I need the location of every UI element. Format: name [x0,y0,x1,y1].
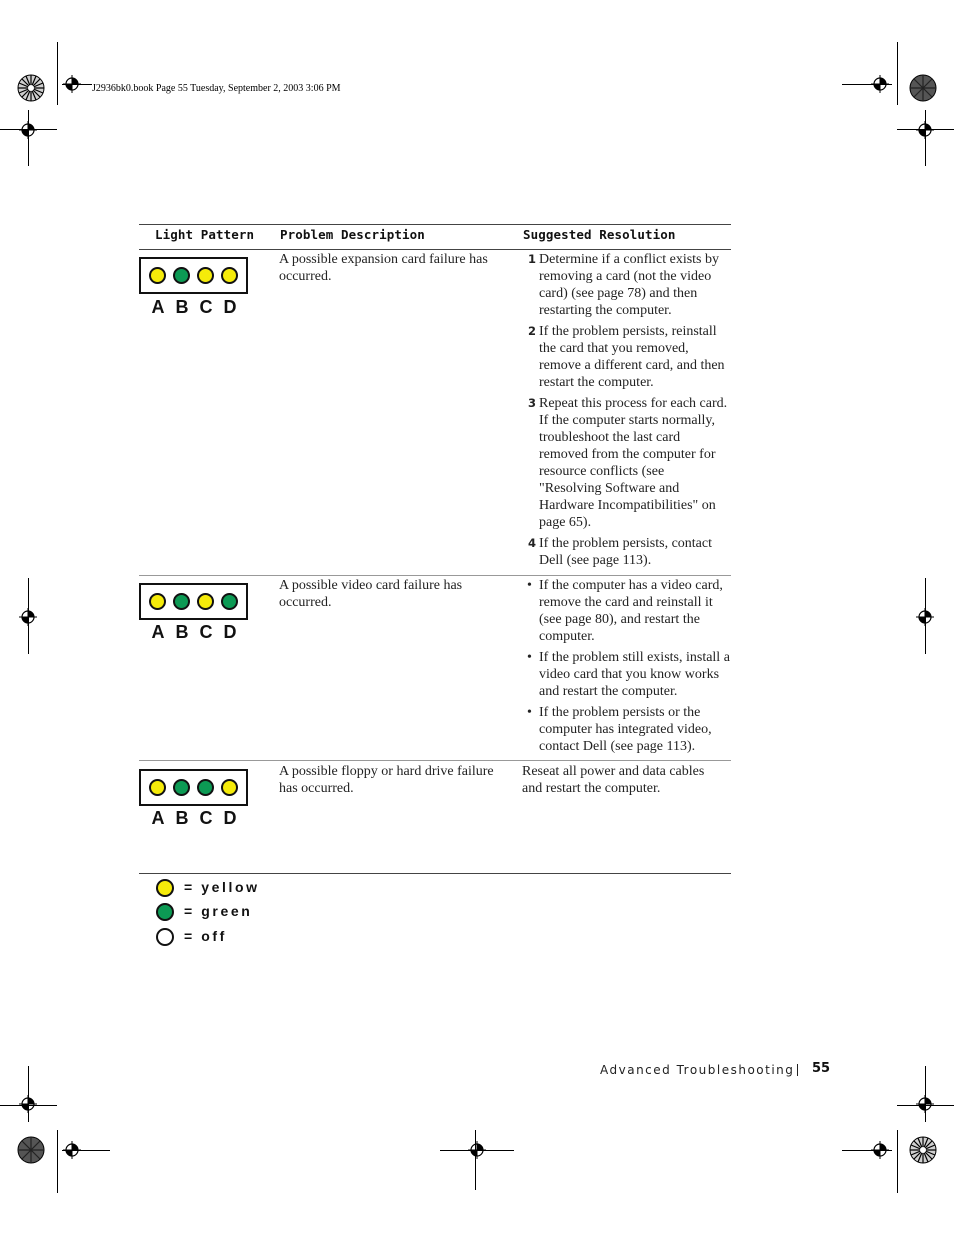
step-number: 2 [528,324,537,338]
light-label-a: A [151,297,165,317]
step-text: Repeat this process for each card. If the computer starts normally, troubleshoot the last card removed from the computer for resource conflicts (see "Resolving Software and Hardware Incompatibilities" on page 65). [539,396,728,530]
registration-mark-icon [63,1141,81,1159]
bullet-text: If the problem still exists, install a video card that you know works and restart the computer. [539,650,730,699]
diagnostic-light-c [197,267,214,284]
legend-yellow-light-icon [156,879,174,897]
registration-mark-icon [871,1141,889,1159]
diagnostic-light-b [173,593,190,610]
registration-mark-icon [19,1095,37,1113]
step-number: 4 [528,536,537,550]
diagnostic-light-b [173,779,190,796]
table-bottom-rule [139,873,731,874]
registration-mark-icon [871,75,889,93]
diagnostic-light-d [221,593,238,610]
light-label-d: D [223,297,237,317]
diagnostic-light-d [221,267,238,284]
problem-description: A possible video card failure has occurred. [279,578,463,610]
light-label-a: A [151,808,165,828]
light-label-d: D [223,622,237,642]
legend-label: = green [184,903,253,919]
step-text: If the problem persists, reinstall the card that you removed, remove a different card, and then restart the computer. [539,324,725,390]
footer-separator [797,1064,798,1076]
resolution-text: Reseat all power and data cables and restart the computer. [522,764,705,796]
table-header-rule [139,249,731,250]
light-label-b: B [175,622,189,642]
diagnostic-light-a [149,267,166,284]
diagnostic-light-a [149,593,166,610]
legend-green-light-icon [156,903,174,921]
step-number: 1 [528,252,537,266]
step-text: If the problem persists, contact Dell (see page 113). [539,536,713,568]
legend-label: = yellow [184,879,260,895]
resolution-bullet: • If the problem still exists, install a video card that you know works and restart the computer. [527,650,730,699]
light-label-b: B [175,297,189,317]
resolution-bullet: • If the problem persists or the computer has integrated video, contact Dell (see page 113). [527,705,712,754]
diagnostic-light-a [149,779,166,796]
step-text: Determine if a conflict exists by removing a card (not the video card) (see page 78) and then restarting the computer. [539,252,719,318]
resolution-bullet: • If the computer has a video card, remove the card and reinstall it (see page 80), and restart the computer. [527,578,723,644]
bullet-text: If the computer has a video card, remove the card and reinstall it (see page 80), and restart the computer. [539,578,723,644]
light-label-c: C [199,808,213,828]
resolution-step [525,395,730,531]
light-pattern-diagram [139,769,248,806]
light-pattern-diagram [139,257,248,294]
registration-mark-icon [916,121,934,139]
diagnostic-light-d [221,779,238,796]
starburst-mark-icon [909,1136,937,1164]
book-info-slug: J2936bk0.book Page 55 Tuesday, September 2, 2003 3:06 PM [92,83,341,94]
table-top-rule [139,224,731,225]
starburst-mark-icon [17,74,45,102]
bullet-text: If the problem persists or the computer has integrated video, contact Dell (see page 113). [539,705,712,754]
light-pattern-diagram [139,583,248,620]
starburst-mark-icon [17,1136,45,1164]
row-divider [139,575,731,576]
row-divider [139,760,731,761]
column-header-problem-description: Problem Description [280,227,425,242]
light-label-b: B [175,808,189,828]
footer-section-title: Advanced Troubleshooting [600,1063,795,1077]
problem-description: A possible expansion card failure has occurred. [279,252,488,284]
column-header-suggested-resolution: Suggested Resolution [523,227,676,242]
diagnostic-light-b [173,267,190,284]
resolution-step [525,323,730,391]
light-label-c: C [199,622,213,642]
registration-mark-icon [468,1141,486,1159]
light-label-a: A [151,622,165,642]
column-header-light-pattern: Light Pattern [155,227,255,242]
legend-off-light-icon [156,928,174,946]
light-label-c: C [199,297,213,317]
registration-mark-icon [63,75,81,93]
light-label-d: D [223,808,237,828]
resolution-step [525,251,730,319]
page-number: 55 [812,1061,831,1076]
diagnostic-light-c [197,779,214,796]
starburst-mark-icon [909,74,937,102]
registration-mark-icon [19,121,37,139]
legend-label: = off [184,928,227,944]
registration-mark-icon [916,608,934,626]
diagnostic-light-c [197,593,214,610]
resolution-step [525,535,730,569]
problem-description: A possible floppy or hard drive failure has occurred. [279,764,494,796]
registration-mark-icon [916,1095,934,1113]
registration-mark-icon [19,608,37,626]
step-number: 3 [528,396,537,410]
